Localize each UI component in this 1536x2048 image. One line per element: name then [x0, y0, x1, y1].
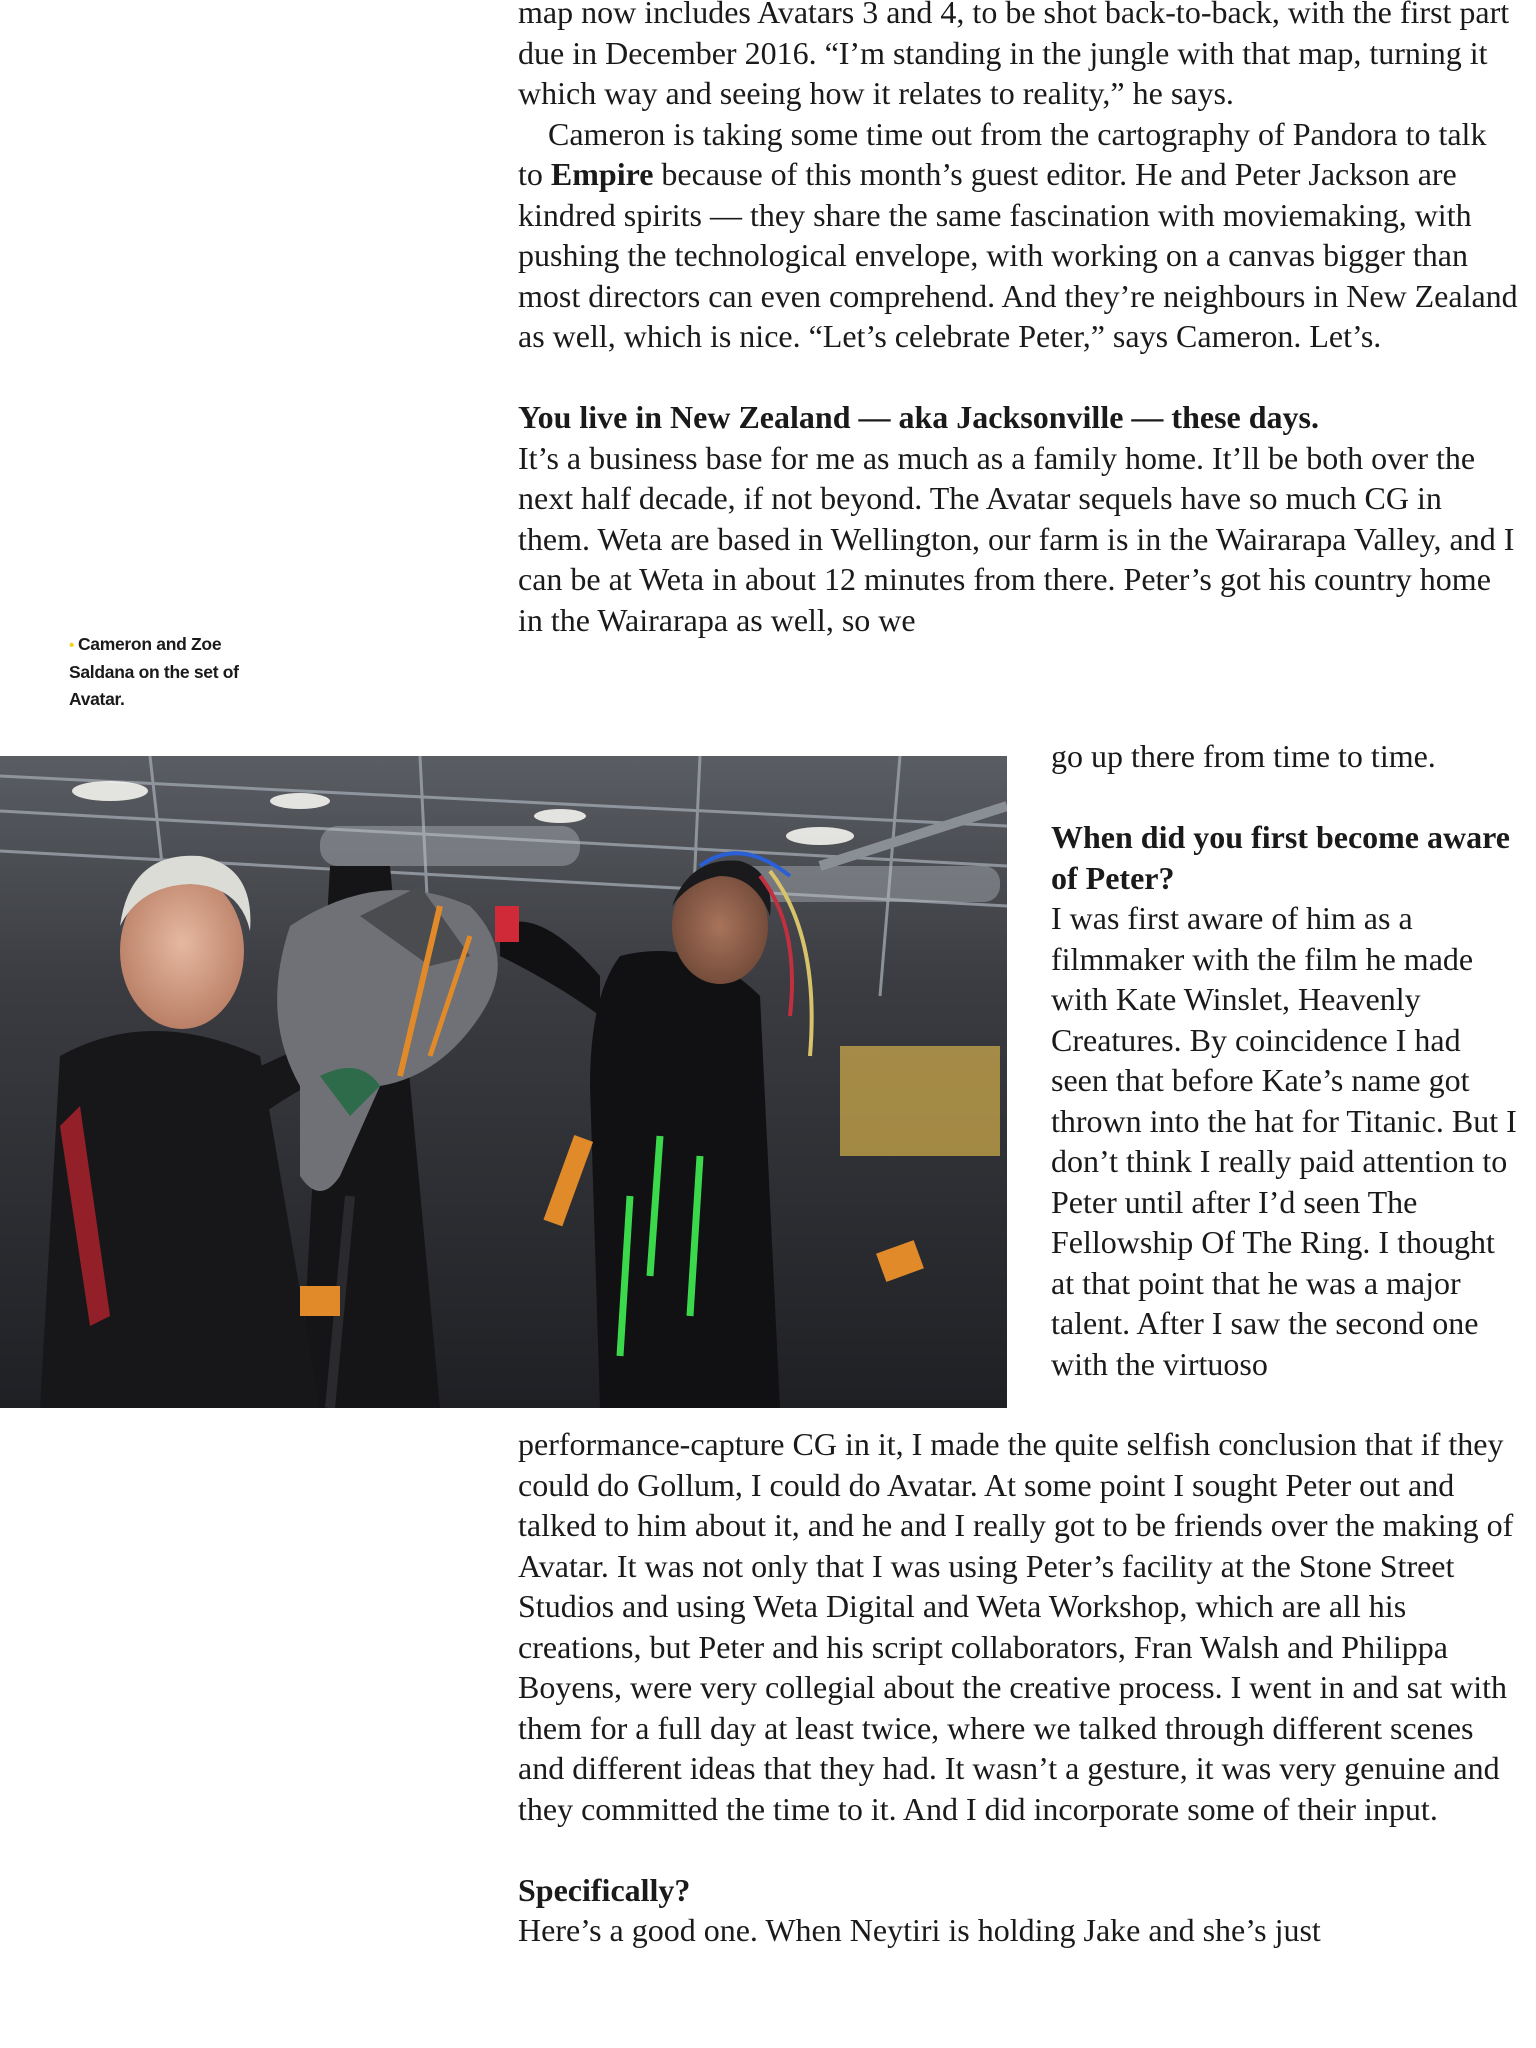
article-column-right — [1051, 736, 1521, 1384]
interview-question: When did you first become aware of Peter? — [1051, 819, 1510, 896]
answer-continuation: go up there from time to time. — [1051, 738, 1436, 774]
paragraph-text: because of this month’s guest editor. He and Peter Jackson are kindred spirits — they share the same fascination with moviemaking, with pushing the technological envelope, with working on a canvas bigger than most directors can even comprehend. And they’re neighbours in New Zealand as well, which is nice. “Let’s celebrate Peter,” says Cameron. Let’s. — [518, 156, 1518, 354]
caption-bullet: • — [69, 637, 74, 654]
interview-question: Specifically? — [518, 1871, 691, 1908]
interview-answer: I was first aware of him as a filmmaker with the film he made with Kate Winslet, Heavenly Creatures. By coincidence I had seen that before Kate’s name got thrown into the hat for Titanic. But I don’t think I really paid attention to Peter until after I’d seen The Fellowship Of The Ring. I thought at that point that he was a major talent. After I saw the second one with the virtuoso — [1051, 900, 1517, 1382]
photo-caption — [69, 631, 249, 713]
article-column-top — [518, 0, 1518, 640]
photo-illustration — [0, 756, 1007, 1408]
interview-answer: It’s a business base for me as much as a family home. It’ll be both over the next half decade, if not beyond. The Avatar sequels have so much CG in them. Weta are based in Wellington, our farm is in the Wairarapa Valley, and I can be at Weta in about 12 minutes from there. Peter’s got his country home in the Wairarapa as well, so we — [518, 439, 1515, 638]
paragraph-intro: map now includes Avatars 3 and 4, to be shot back-to-back, with the first part due in December 2016. “I’m standing in the jungle with that map, turning it which way and seeing how it relates to reality,” he says. — [518, 0, 1510, 111]
interview-answer: Here’s a good one. When Neytiri is holding Jake and she’s just — [518, 1912, 1321, 1948]
article-column-bottom — [518, 1424, 1518, 1951]
interview-question: You live in New Zealand — aka Jacksonville — these days. — [518, 399, 1319, 435]
answer-continuation: performance-capture CG in it, I made the quite selfish conclusion that if they could do Gollum, I could do Avatar. At some point I sought Peter out and talked to him about it, and he and I really got to be friends over the making of Avatar. It was not only that I was using Peter’s facility at the Stone Street Studios and using Weta Digital and Weta Workshop, which are all his creations, but Peter and his script collaborators, Fran Walsh and Philippa Boyens, were very collegial about the creative process. I went in and sat with them for a full day at least twice, where we talked through different scenes and different ideas that they had. It wasn’t a gesture, it was very genuine and they committed the time to it. And I did incorporate some of their input. — [518, 1426, 1514, 1827]
set-photo — [0, 756, 1007, 1408]
paragraph-empire — [518, 114, 1518, 357]
magazine-name: Empire — [550, 156, 654, 192]
paragraph-text: Cameron is taking some time out from the cartography of Pandora to talk to — [518, 115, 1487, 192]
caption-text: Cameron and Zoe Saldana on the set of Avatar. — [69, 634, 239, 709]
